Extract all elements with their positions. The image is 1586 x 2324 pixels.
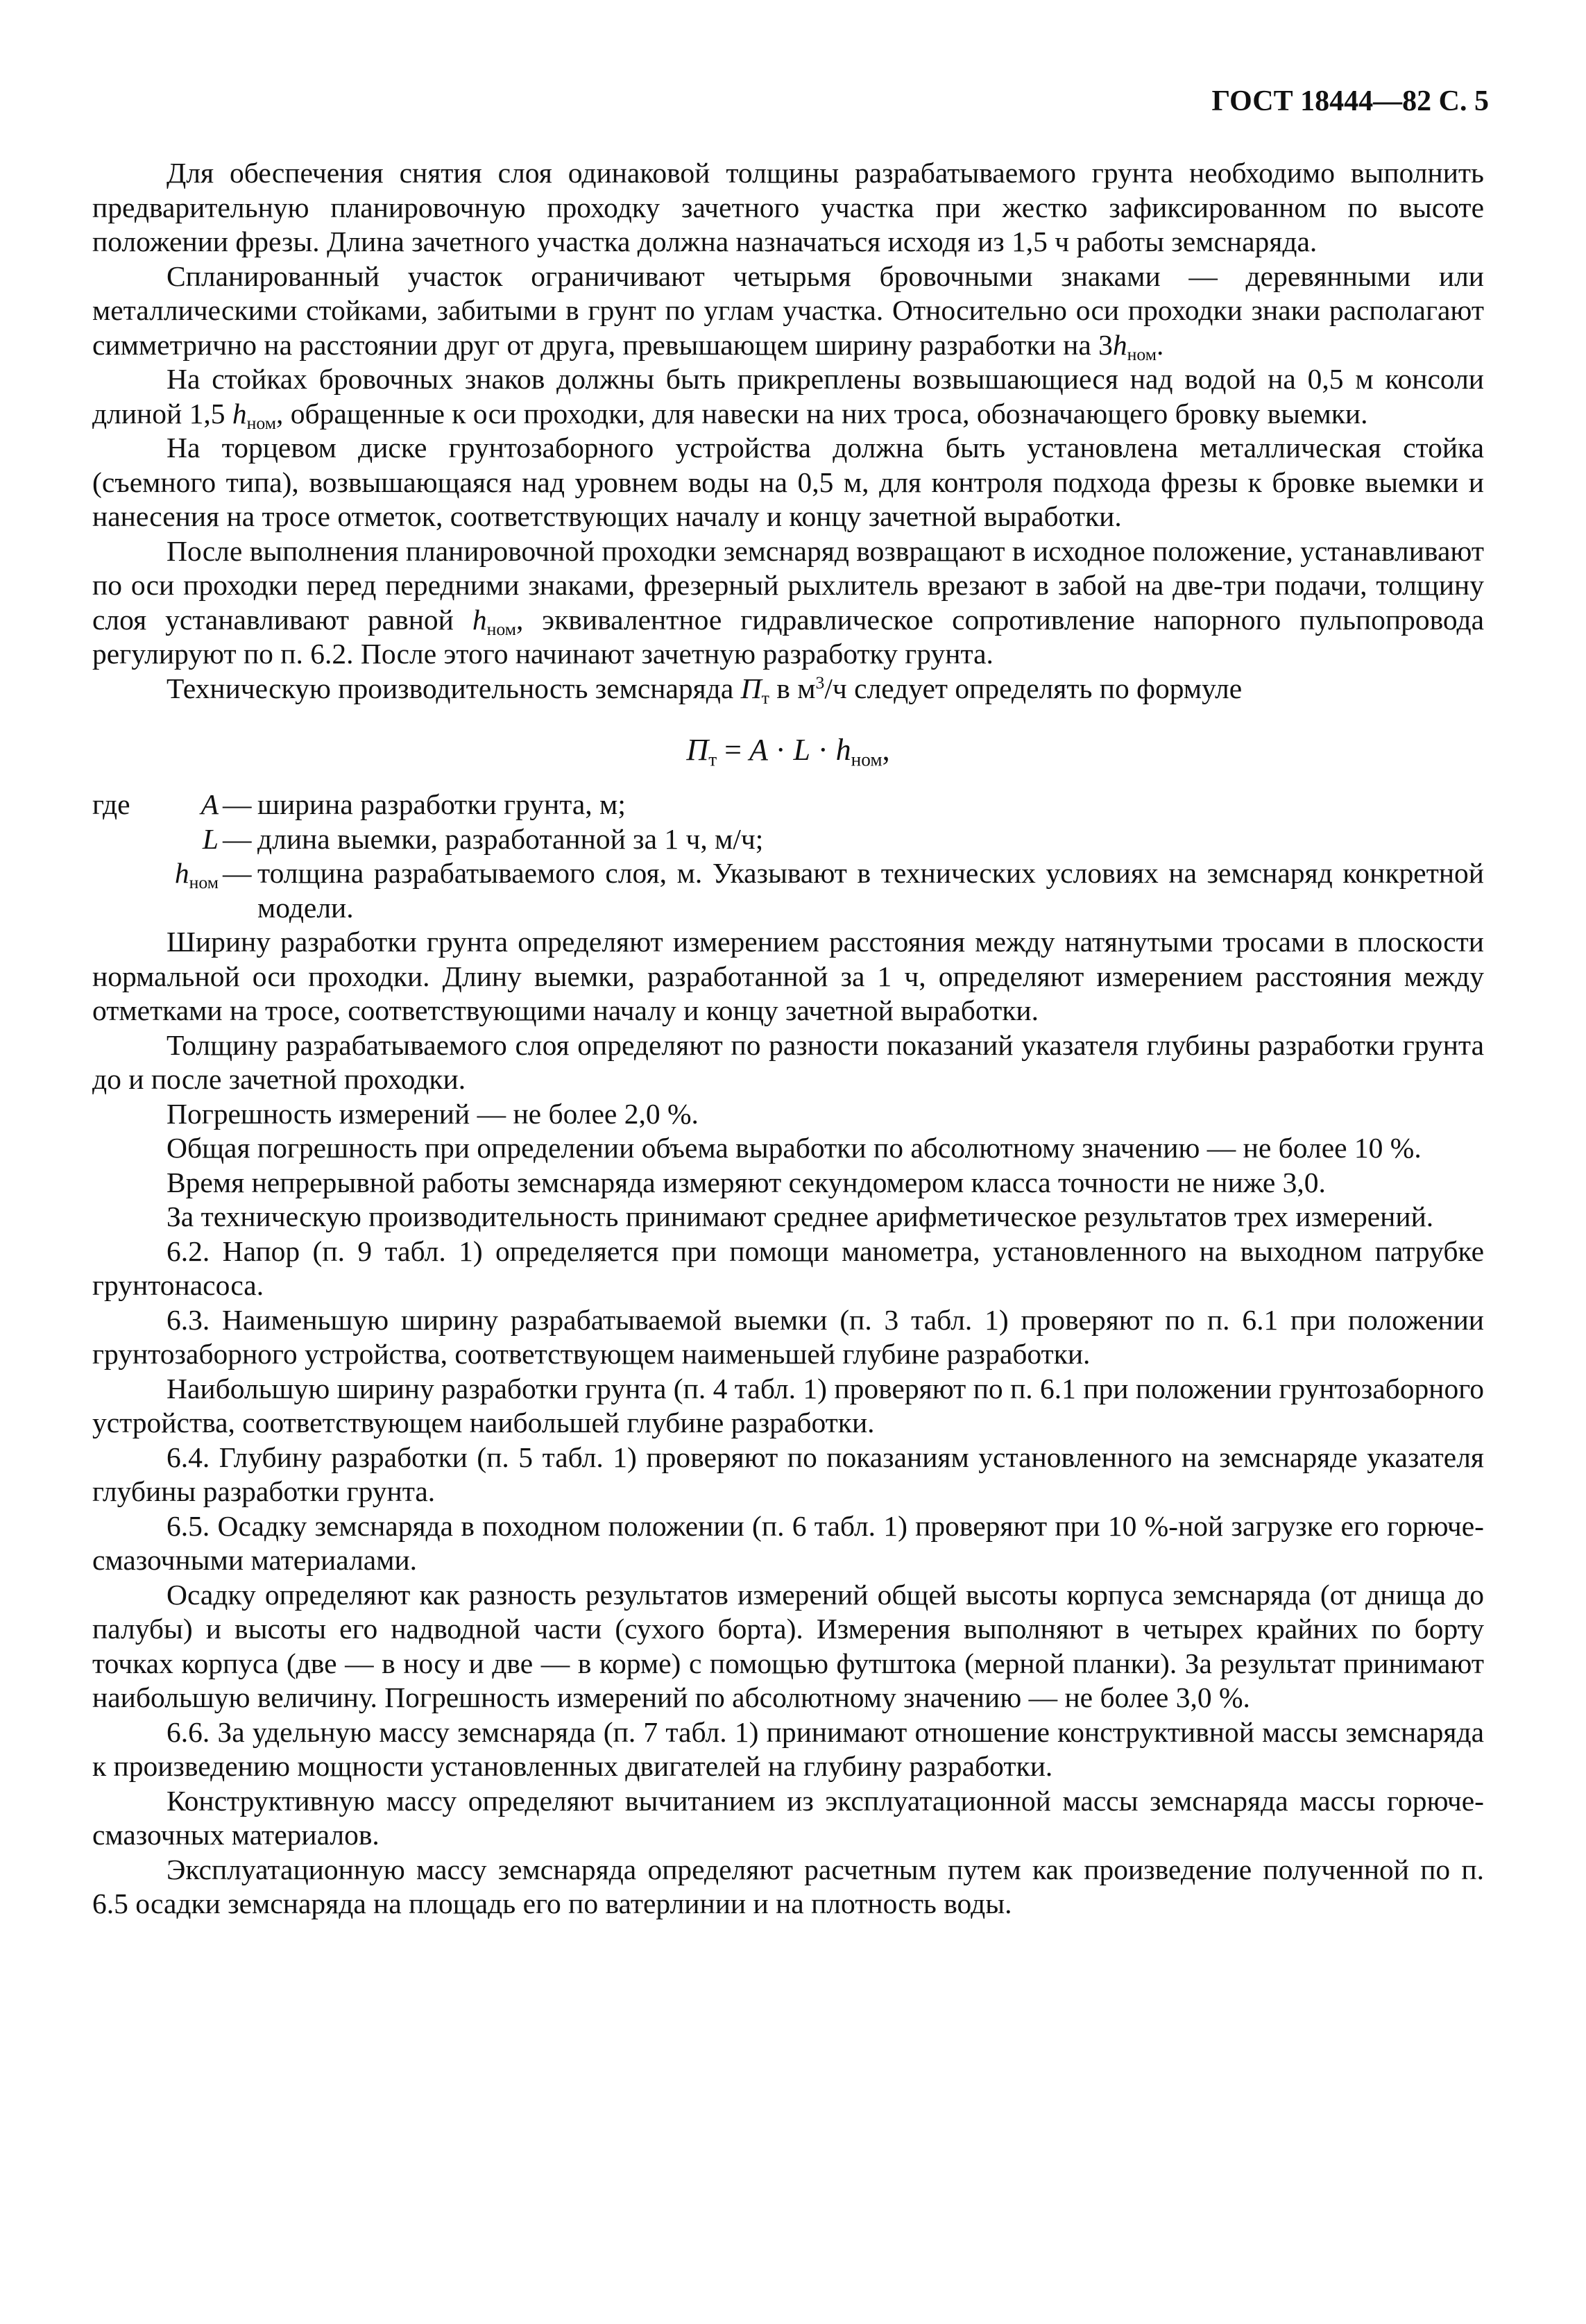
paragraph: Конструктивную массу определяют вычитанием из эксплуатационной массы земснаряда массы горюче-смазочных материалов. bbox=[92, 1784, 1484, 1851]
paragraph-text: После выполнения планировочной проходки земснаряд возвращают в исходное положение, устанавливают по оси проходки перед передними знаками, фрезерный рыхлитель врезают в забой на две-три подачи, толщину слоя устанавливают равной bbox=[92, 534, 1484, 636]
legend-symbol bbox=[92, 788, 223, 822]
formula-lhs-sub: т bbox=[708, 749, 717, 770]
body-text bbox=[92, 156, 1484, 1922]
paragraph-text: Спланированный участок ограничивают четырьмя бровочными знаками — деревянными или металлическими стойками, забитыми в грунт по углам участка. Относительно оси проходки знаки располагают симметрично на расстоянии друг от друга, превышающем ширину разработки на 3 bbox=[92, 260, 1484, 361]
section-6-4: 6.4. Глубину разработки (п. 5 табл. 1) проверяют по показаниям установленного на земснаряде указателя глубины разработки грунта. bbox=[92, 1441, 1484, 1507]
paragraph bbox=[92, 260, 1484, 363]
paragraph: Толщину разрабатываемого слоя определяют по разности показаний указателя глубины разработки грунта до и после зачетной проходки. bbox=[92, 1028, 1484, 1095]
paragraph-tail: , эквивалентное гидравлическое сопротивление напорного пульпопровода регулируют по п. 6.2. После этого начинают зачетную разработку грунта. bbox=[92, 603, 1484, 670]
paragraph: На торцевом диске грунтозаборного устройства должна быть установлена металлическая стойка (съемного типа), возвышающаяся над уровнем воды на 0,5 м, для контроля подхода фрезы к бровке выемки и нанесения на тросе отметок, соответствующих началу и концу зачетной выработки. bbox=[92, 432, 1484, 532]
formula-dot: · bbox=[810, 733, 836, 767]
formula-dot: · bbox=[767, 733, 794, 767]
paragraph: Общая погрешность при определении объема выработки по абсолютному значению — не более 10 %. bbox=[167, 1132, 1422, 1164]
legend-symbol bbox=[92, 856, 223, 925]
paragraph-text: Техническую производительность земснаряда bbox=[167, 672, 741, 704]
paragraph bbox=[92, 362, 1484, 431]
paragraph: Для обеспечения снятия слоя одинаковой толщины разрабатываемого грунта необходимо выполнить предварительную планировочную проходку зачетного участка при жестко зафиксированном по высоте положении фрезы. Длина зачетного участка должна назначаться исходя из 1,5 ч работы земснаряда. bbox=[92, 157, 1484, 257]
legend-sub: ном bbox=[189, 872, 219, 893]
paragraph bbox=[92, 672, 1484, 706]
legend-sym-l: L bbox=[202, 822, 219, 855]
formula-a: A bbox=[749, 733, 768, 767]
formula-eq: = bbox=[717, 733, 749, 767]
formula-h: h bbox=[835, 733, 851, 767]
symbol-h: h bbox=[472, 603, 487, 636]
paragraph: Наибольшую ширину разработки грунта (п. 4 табл. 1) проверяют по п. 6.1 при положении грунтозаборного устройства, соответствующем наибольшей глубине разработки. bbox=[92, 1372, 1484, 1439]
running-header: ГОСТ 18444—82 С. 5 bbox=[1211, 85, 1489, 117]
section-6-6: 6.6. За удельную массу земснаряда (п. 7 табл. 1) принимают отношение конструктивной массы земснаряда к произведению мощности установленных двигателей на глубину разработки. bbox=[92, 1715, 1484, 1782]
symbol-p: П bbox=[740, 672, 762, 704]
subscript: ном bbox=[486, 618, 516, 639]
formula bbox=[92, 732, 1484, 768]
legend-description: ширина разработки грунта, м; bbox=[257, 788, 626, 820]
subscript: ном bbox=[1127, 343, 1157, 364]
paragraph-tail: , обращенные к оси проходки, для навески на них троса, обозначающего бровку выемки. bbox=[276, 397, 1368, 430]
formula-h-sub: ном bbox=[851, 749, 882, 770]
formula-lhs: П bbox=[686, 733, 709, 767]
legend-sym-a: A bbox=[201, 788, 219, 820]
symbol-h: h bbox=[232, 397, 247, 430]
paragraph: Ширину разработки грунта определяют измерением расстояния между натянутыми тросами в плоскости нормальной оси проходки. Длину выемки, разработанной за 1 ч, определяют измерением расстояния между отметками на тросе, соответствующими началу и концу зачетной выработки. bbox=[92, 926, 1484, 1026]
legend-dash: — bbox=[223, 788, 252, 820]
section-6-3: 6.3. Наименьшую ширину разрабатываемой выемки (п. 3 табл. 1) проверяют по п. 6.1 при положении грунтозаборного устройства, соответствующем наименьшей глубине разработки. bbox=[92, 1303, 1484, 1370]
legend-dash: — bbox=[223, 857, 252, 889]
paragraph: За техническую производительность принимают среднее арифметическое результатов трех измерений. bbox=[167, 1201, 1434, 1232]
paragraph-tail: /ч следует определять по формуле bbox=[824, 672, 1243, 704]
paragraph-tail: . bbox=[1157, 328, 1164, 361]
legend-symbol bbox=[92, 822, 223, 857]
legend-dash: — bbox=[223, 822, 252, 855]
subscript: т bbox=[761, 687, 769, 708]
paragraph: Погрешность измерений — не более 2,0 %. bbox=[167, 1097, 699, 1130]
paragraph: Эксплуатационную массу земснаряда определяют расчетным путем как произведение полученной по п. 6.5 осадки земснаряда на площадь его по ватерлинии и на плотность воды. bbox=[92, 1853, 1484, 1919]
symbol-legend bbox=[92, 788, 1484, 925]
legend-description: длина выемки, разработанной за 1 ч, м/ч; bbox=[257, 822, 764, 855]
legend-sym-h: h bbox=[174, 857, 189, 889]
formula-end: , bbox=[882, 733, 890, 767]
section-6-5: 6.5. Осадку земснаряда в походном положении (п. 6 табл. 1) проверяют при 10 %-ной загрузке его горюче-смазочными материалами. bbox=[92, 1509, 1484, 1576]
legend-description: толщина разрабатываемого слоя, м. Указывают в технических условиях на земснаряд конкретной модели. bbox=[257, 857, 1484, 924]
paragraph: Осадку определяют как разность результатов измерений общей высоты корпуса земснаряда (от днища до палубы) и высоты его надводной части (сухого борта). Измерения выполняют в четырех крайних по борту точках корпуса (две — в носу и две — в корме) с помощью футштока (мерной планки). За результат принимают наибольшую величину. Погрешность измерений по абсолютному значению — не более 3,0 %. bbox=[92, 1578, 1484, 1713]
paragraphs-after-formula bbox=[92, 925, 1484, 1922]
paragraph-text: На стойках бровочных знаков должны быть прикреплены возвышающиеся над водой на 0,5 м консоли длиной 1,5 bbox=[92, 363, 1484, 430]
subscript: ном bbox=[246, 412, 276, 433]
legend-prefix: где bbox=[92, 788, 130, 820]
symbol-h: h bbox=[1112, 328, 1127, 361]
paragraph-mid: в м bbox=[769, 672, 816, 704]
superscript: 3 bbox=[815, 672, 825, 693]
section-6-2: 6.2. Напор (п. 9 табл. 1) определяется при помощи манометра, установленного на выходном патрубке грунтонасоса. bbox=[92, 1235, 1484, 1301]
formula-l: L bbox=[793, 733, 810, 767]
paragraph: Время непрерывной работы земснаряда измеряют секундомером класса точности не ниже 3,0. bbox=[167, 1166, 1326, 1198]
paragraph bbox=[92, 534, 1484, 672]
